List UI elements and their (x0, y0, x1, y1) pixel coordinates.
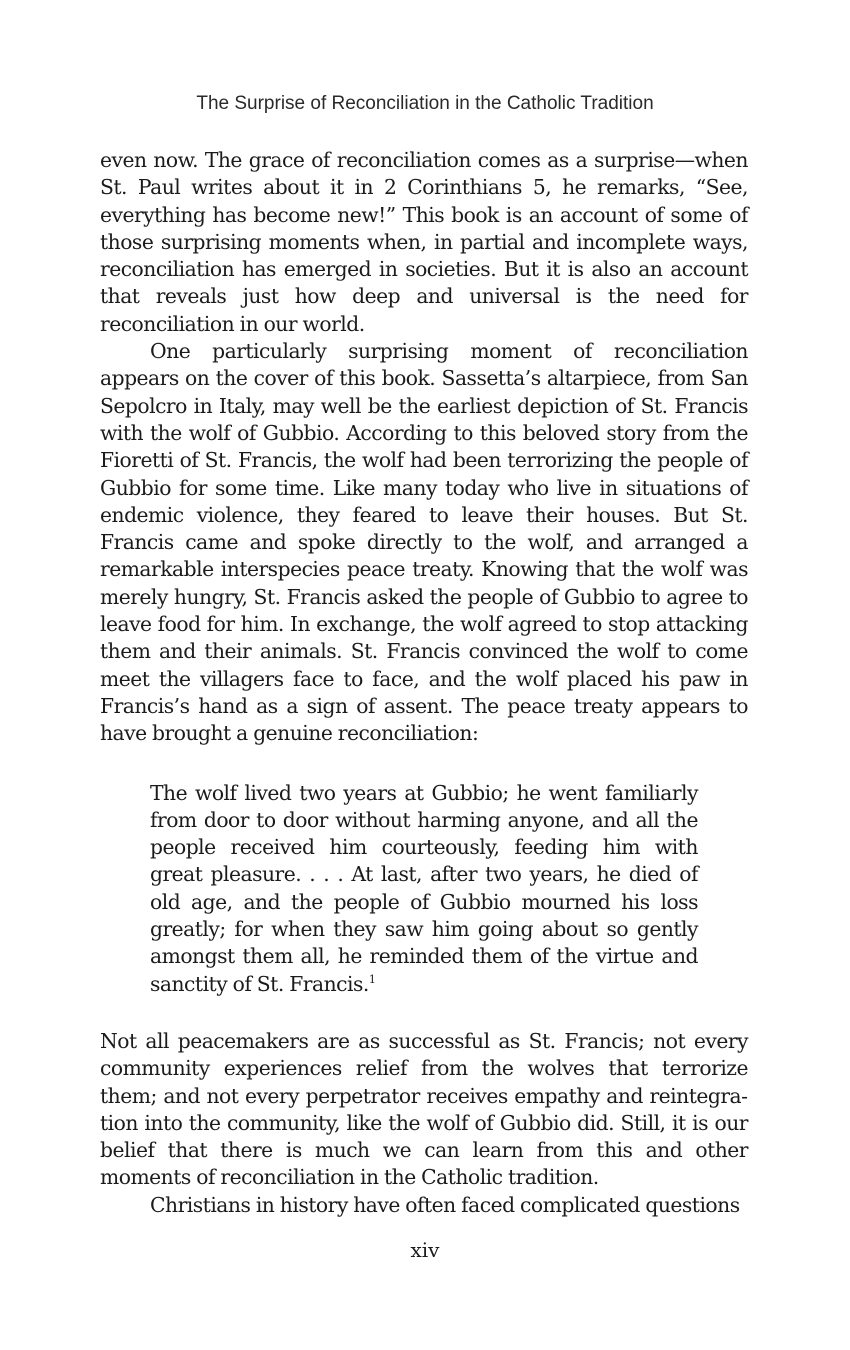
footnote-marker[interactable]: 1 (368, 972, 376, 986)
paragraph-continued: even now. The grace of reconciliation comes as a surprise—when St. Paul writes about it in 2 Corinthians 5, he remarks, “See, everything has become new!” This book is an account of some of those surprising moments when, in partial and incomplete ways, reconciliation has emerged in societies. But it is also an account that reveals just how deep and universal is the need for reconciliation in our world. (100, 148, 748, 336)
block-quote-text: The wolf lived two years at Gubbio; he went familiarly from door to door without harming anyone, and all the people received him courteously, feeding him with great pleasure. . . . At last, after two years, he died of old age, and the people of Gubbio mourned his loss greatly; for when they saw him going about so gently amongst them all, he reminded them of the virtue and sanctity of St. Francis. (150, 780, 698, 996)
block-quote (150, 780, 698, 998)
running-head-title: The Surprise of Reconciliation in the Catholic Tradition (196, 93, 654, 114)
paragraph-peacemakers: Not all peacemakers are as successful as St. Francis; not every community experiences relief from the wolves that terrorize them; and not every perpetrator receives empathy and reintegration into the community, like the wolf of Gubbio did. Still, it is our belief that there is much we can learn from this and other moments of reconciliation in the Catholic tradition. (100, 1028, 748, 1190)
paragraph-christians: Christians in history have often faced complicated questions (150, 1192, 740, 1217)
paragraph-cover-story: One particularly surprising moment of reconciliation appears on the cover of this book. Sassetta’s altarpiece, from San Sepolcro in Italy, may well be the earliest depiction of St. Francis with the wolf of Gubbio. According to this beloved story from the Fioretti of St. Francis, the wolf had been terrorizing the people of Gubbio for some time. Like many today who live in situations of endemic violence, they feared to leave their houses. But St. Francis came and spoke directly to the wolf, and arranged a remarkable interspecies peace treaty. Knowing that the wolf was merely hungry, St. Francis asked the people of Gubbio to agree to leave food for him. In exchange, the wolf agreed to stop attacking them and their animals. St. Francis convinced the wolf to come meet the villagers face to face, and the wolf placed his paw in Francis’s hand as a sign of assent. The peace treaty appears to have brought a genuine reconciliation: (100, 339, 748, 746)
page-number: xiv (410, 1238, 440, 1262)
body-text (100, 147, 748, 1219)
